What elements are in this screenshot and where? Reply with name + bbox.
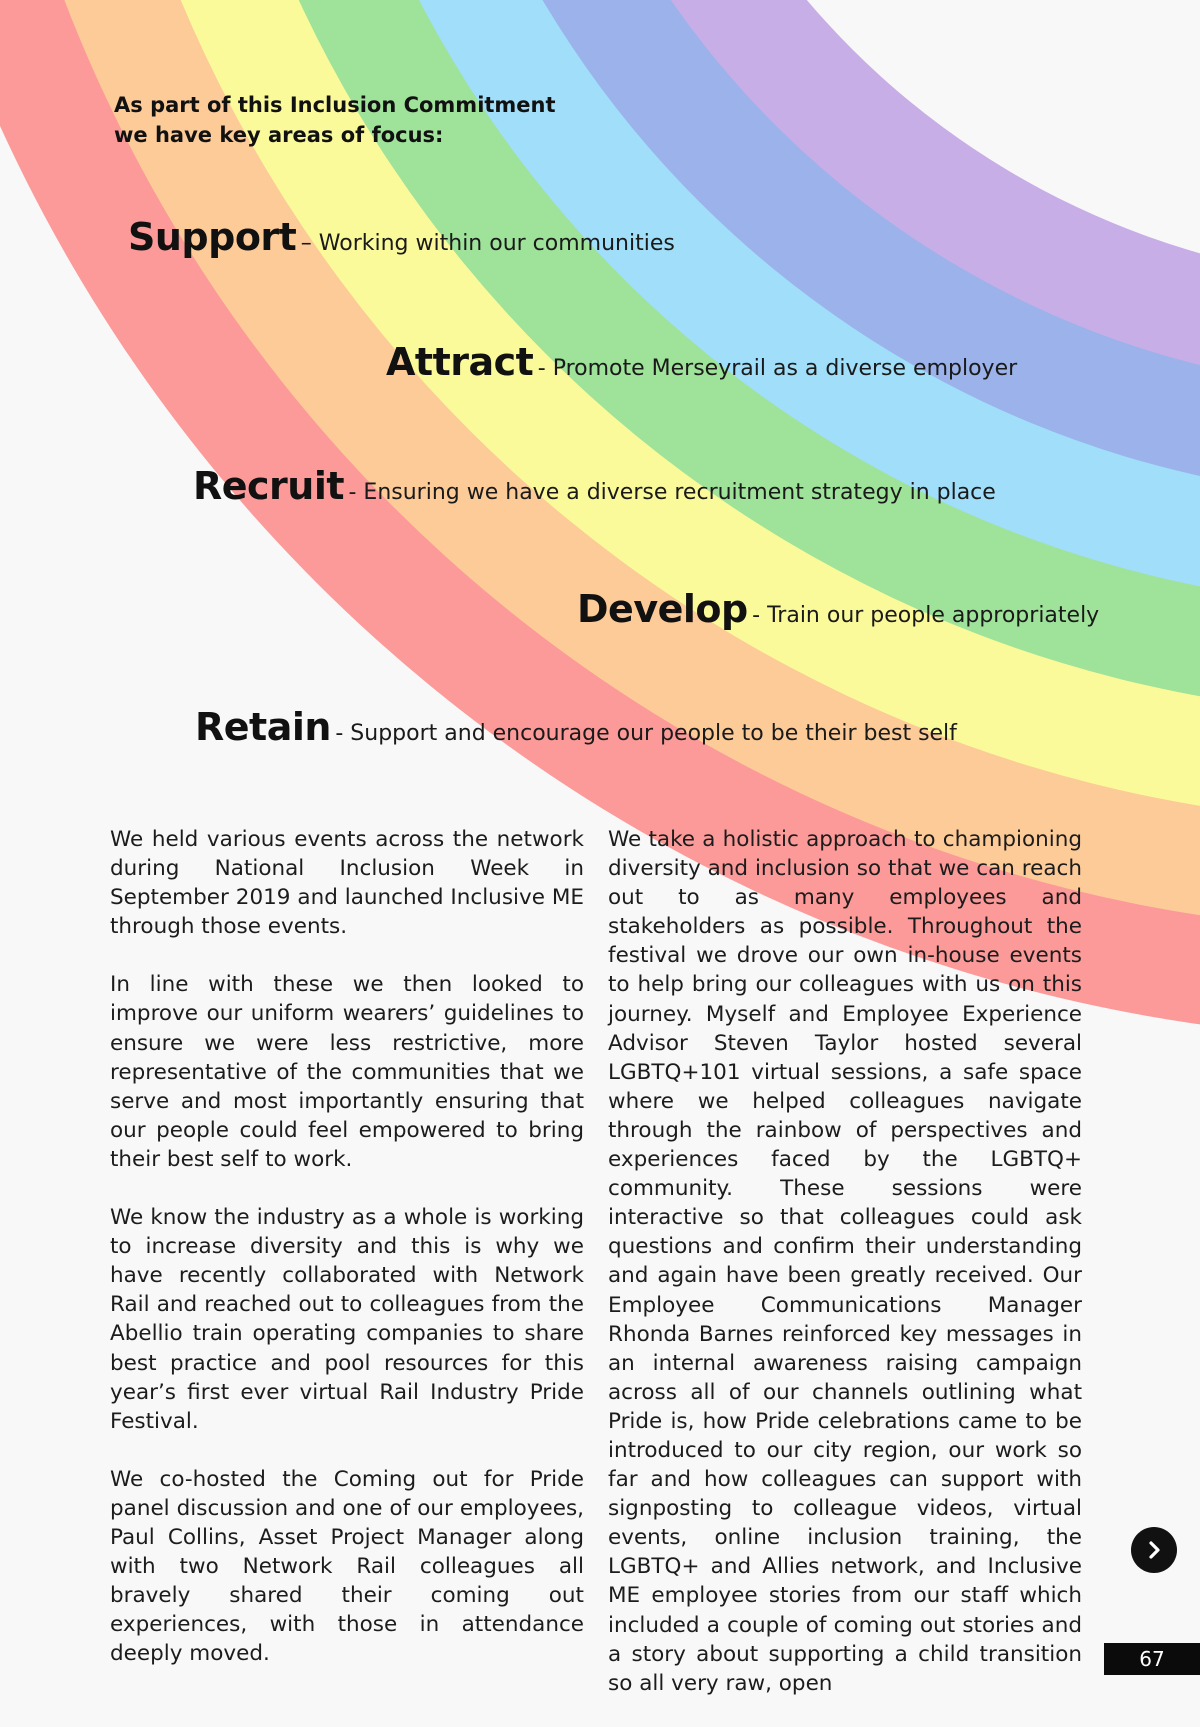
focus-description: - Train our people appropriately: [752, 603, 1100, 628]
focus-keyword: Recruit: [193, 464, 345, 508]
focus-retain: [195, 705, 957, 749]
paragraph: We take a holistic approach to championing diversity and inclusion so that we can reach out to as many employees and stakeholders as possible. Throughout the festival we drove our own in-house events to help bring our colleagues with us on this journey. Myself and Employee Experience Advisor Steven Taylor hosted several LGBTQ+101 virtual sessions, a safe space where we helped colleagues navigate through the rainbow of perspectives and experiences faced by the LGBTQ+ community. These sessions were interactive so that colleagues could ask questions and confirm their understanding and again have been greatly received. Our Employee Communications Manager Rhonda Barnes reinforced key messages in an internal awareness raising campaign across all of our channels outlining what Pride is, how Pride celebrations came to be introduced to our city region, our work so far and how colleagues can support with signposting to colleague videos, virtual events, online inclusion training, the LGBTQ+ and Allies network, and Inclusive ME employee stories from our staff which included a couple of coming out stories and a story about supporting a child transition so all very raw, open: [608, 827, 1082, 1696]
paragraph: In line with these we then looked to improve our uniform wearers’ guidelines to ensure we were less restrictive, more representative of the communities that we serve and most importantly ensuring that our people could feel empowered to bring their best self to work.: [110, 972, 584, 1172]
focus-attract: [386, 340, 1017, 384]
next-page-button[interactable]: [1131, 1527, 1177, 1573]
body-right-column: [608, 825, 1082, 1727]
focus-description: – Working within our communities: [300, 231, 675, 256]
paragraph: We know the industry as a whole is working to increase diversity and this is why we have recently collaborated with Network Rail and reached out to colleagues from the Abellio train operating companies to share best practice and pool resources for this year’s first ever virtual Rail Industry Pride Festival.: [110, 1205, 584, 1434]
page-number: 67: [1104, 1643, 1200, 1675]
focus-develop: [577, 587, 1099, 631]
focus-support: [128, 215, 675, 259]
paragraph: We held various events across the network during National Inclusion Week in September 2019 and launched Inclusive ME through those events.: [110, 827, 584, 940]
chevron-right-icon: [1143, 1539, 1165, 1561]
focus-description: - Ensuring we have a diverse recruitment strategy in place: [348, 480, 996, 505]
body-left-column: [110, 825, 584, 1697]
focus-recruit: [193, 464, 996, 508]
focus-keyword: Retain: [195, 705, 331, 749]
focus-keyword: Attract: [386, 340, 534, 384]
focus-keyword: Support: [128, 215, 297, 259]
intro-line-2: we have key areas of focus:: [114, 123, 444, 147]
intro-heading: [114, 90, 556, 150]
focus-keyword: Develop: [577, 587, 748, 631]
focus-description: - Support and encourage our people to be their best self: [335, 721, 957, 746]
intro-line-1: As part of this Inclusion Commitment: [114, 93, 556, 117]
focus-description: - Promote Merseyrail as a diverse employer: [537, 356, 1018, 381]
paragraph: We co-hosted the Coming out for Pride panel discussion and one of our employees, Paul Collins, Asset Project Manager along with two Network Rail colleagues all bravely shared their coming out experiences, with those in attendance deeply moved.: [110, 1466, 584, 1667]
